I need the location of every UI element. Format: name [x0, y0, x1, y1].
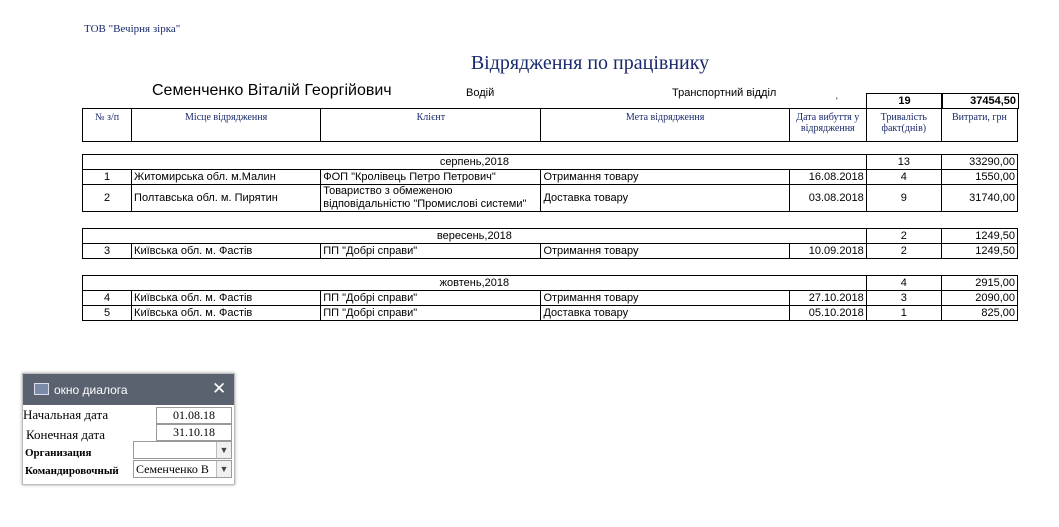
- row-purpose: Отримання товару: [541, 244, 789, 259]
- group-table-august: [82, 154, 1018, 212]
- end-date-field[interactable]: 31.10.18: [156, 424, 232, 441]
- row-place: Полтавська обл. м. Пирятин: [132, 185, 321, 212]
- group-header: [83, 229, 1018, 244]
- col-header-number: № з/п: [83, 109, 132, 142]
- row-date: 16.08.2018: [789, 170, 866, 185]
- total-expenses: [941, 93, 1019, 109]
- chevron-down-icon[interactable]: ▼: [216, 442, 231, 458]
- employee-department: Транспортний відділ: [672, 87, 777, 99]
- row-amount: 825,00: [941, 306, 1017, 321]
- dialog-titlebar[interactable]: [23, 374, 234, 405]
- group-expenses: 2915,00: [941, 276, 1017, 291]
- end-date-label: Конечная дата: [26, 427, 106, 442]
- table-row: [83, 170, 1018, 185]
- row-purpose: Доставка товару: [541, 185, 789, 212]
- row-client: ФОП "Кролівець Петро Петрович": [321, 170, 541, 185]
- row-amount: 2090,00: [941, 291, 1017, 306]
- table-row: [83, 244, 1018, 259]
- row-days: 3: [866, 291, 941, 306]
- row-days: 4: [866, 170, 941, 185]
- form-icon: [34, 383, 49, 395]
- row-purpose: Отримання товару: [541, 291, 789, 306]
- close-icon[interactable]: ✕: [212, 379, 227, 398]
- report-title: Відрядження по працівнику: [470, 52, 710, 74]
- organization-label: Организация: [25, 447, 92, 459]
- row-days: 9: [866, 185, 941, 212]
- row-amount: 1550,00: [941, 170, 1017, 185]
- row-date: 10.09.2018: [789, 244, 866, 259]
- row-place: Житомирська обл. м.Малин: [132, 170, 321, 185]
- group-period: вересень,2018: [83, 229, 867, 244]
- row-client: ПП "Добрі справи": [321, 306, 541, 321]
- group-header: [83, 276, 1018, 291]
- organization-combo[interactable]: [133, 441, 232, 459]
- row-client: ПП "Добрі справи": [321, 291, 541, 306]
- stray-mark: ': [836, 96, 838, 106]
- group-expenses: 33290,00: [941, 155, 1017, 170]
- group-header: [83, 155, 1018, 170]
- total-expenses-value: 37454,50: [970, 95, 1016, 107]
- employee-value: Семенченко В: [136, 462, 209, 476]
- row-place: Київська обл. м. Фастів: [132, 291, 321, 306]
- group-table-september: [82, 228, 1018, 259]
- row-number: 1: [83, 170, 132, 185]
- row-amount: 31740,00: [941, 185, 1017, 212]
- row-client: Товариство з обмеженою відповідальністю "Промислові системи": [321, 185, 541, 212]
- row-place: Київська обл. м. Фастів: [132, 306, 321, 321]
- col-header-client: Клієнт: [321, 109, 541, 142]
- col-header-purpose: Мета відрядження: [541, 109, 789, 142]
- group-table-october: [82, 275, 1018, 321]
- row-purpose: Доставка товару: [541, 306, 789, 321]
- row-date: 05.10.2018: [789, 306, 866, 321]
- row-number: 3: [83, 244, 132, 259]
- group-days: 13: [866, 155, 941, 170]
- col-header-expenses: Витрати, грн: [941, 109, 1017, 142]
- group-period: жовтень,2018: [83, 276, 867, 291]
- row-days: 1: [866, 306, 941, 321]
- row-client: ПП "Добрі справи": [321, 244, 541, 259]
- table-row: [83, 291, 1018, 306]
- col-header-place: Місце відрядження: [132, 109, 321, 142]
- start-date-field[interactable]: 01.08.18: [156, 407, 232, 424]
- employee-label: Командировочный: [25, 465, 119, 477]
- row-place: Київська обл. м. Фастів: [132, 244, 321, 259]
- row-days: 2: [866, 244, 941, 259]
- group-period: серпень,2018: [83, 155, 867, 170]
- total-trips: 19: [866, 93, 943, 109]
- group-days: 4: [866, 276, 941, 291]
- company-name: ТОВ "Вечірня зірка": [84, 23, 181, 35]
- employee-combo[interactable]: [133, 460, 232, 478]
- col-header-days: Тривалість факт(днів): [866, 109, 941, 142]
- group-expenses: 1249,50: [941, 229, 1017, 244]
- row-number: 5: [83, 306, 132, 321]
- employee-position: Водій: [466, 87, 495, 99]
- table-row: [83, 306, 1018, 321]
- report-header-table: [82, 108, 1018, 142]
- row-date: 27.10.2018: [789, 291, 866, 306]
- table-row: [83, 185, 1018, 212]
- row-number: 4: [83, 291, 132, 306]
- row-number: 2: [83, 185, 132, 212]
- group-days: 2: [866, 229, 941, 244]
- row-date: 03.08.2018: [789, 185, 866, 212]
- dialog-title: окно диалога: [54, 383, 128, 397]
- employee-name: Семенченко Віталій Георгійович: [152, 82, 392, 99]
- chevron-down-icon[interactable]: ▼: [216, 461, 231, 477]
- start-date-label: Начальная дата: [23, 407, 109, 422]
- row-purpose: Отримання товару: [541, 170, 789, 185]
- col-header-date: Дата вибуття у відрядження: [789, 109, 866, 142]
- parameters-dialog: [22, 373, 235, 485]
- row-amount: 1249,50: [941, 244, 1017, 259]
